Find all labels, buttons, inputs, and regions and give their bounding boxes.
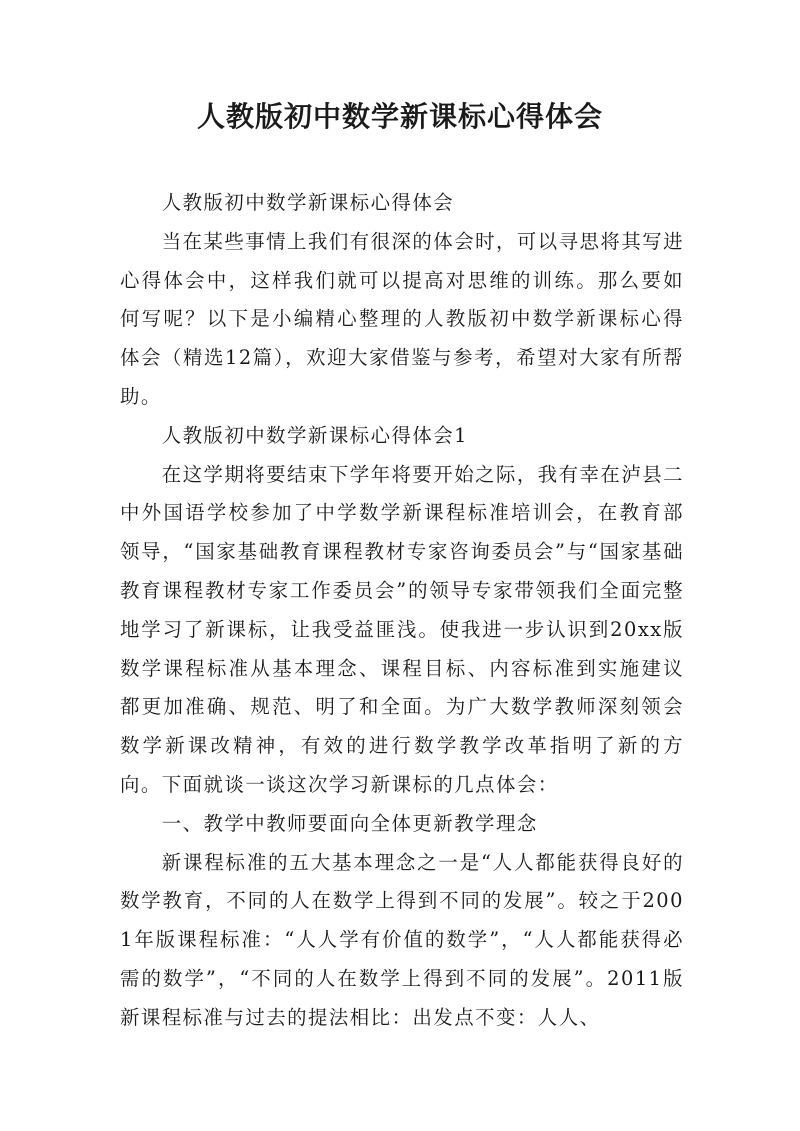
paragraph-section-heading-1: 人教版初中数学新课标心得体会1: [161, 423, 469, 447]
paragraph-body-1: 在这学期将要结束下学年将要开始之际，我有幸在泸县二中外国语学校参加了中学数学新课程标准培训会，在教育部领导，“国家基础教育课程教材专家咨询委员会”与“国家基础教育课程教材专家工作委员会”的领导专家带领我们全面完整地学习了新课标，让我受益匪浅。使我进一步认识到20xx版数学课程标准从基本理念、课程目标、内容标准到实施建议都更加准确、规范、明了和全面。为广大数学教师深刻领会数学新课改精神，有效的进行数学教学改革指明了新的方向。下面就谈一谈这次学习新课标的几点体会：: [120, 462, 684, 796]
paragraph-subheading-1: 一、教学中教师要面向全体更新教学理念: [161, 811, 538, 835]
paragraph-intro: 当在某些事情上我们有很深的体会时，可以寻思将其写进心得体会中，这样我们就可以提高对思维的训练。那么要如何写呢？以下是小编精心整理的人教版初中数学新课标心得体会（精选12篇），欢迎大家借鉴与参考，希望对大家有所帮助。: [120, 229, 684, 408]
document-body: [120, 184, 684, 1038]
paragraph-subtitle: 人教版初中数学新课标心得体会: [161, 191, 455, 214]
document-title: 人教版初中数学新课标心得体会: [196, 100, 603, 133]
paragraph-body-2: 新课程标准的五大基本理念之一是“人人都能获得良好的数学教育，不同的人在数学上得到不同的发展”。较之于2001年版课程标准：“人人学有价值的数学”，“人人都能获得必需的数学”，“不同的人在数学上得到不同的发展”。2011版新课程标准与过去的提法相比：出发点不变：人人、: [120, 850, 684, 1029]
